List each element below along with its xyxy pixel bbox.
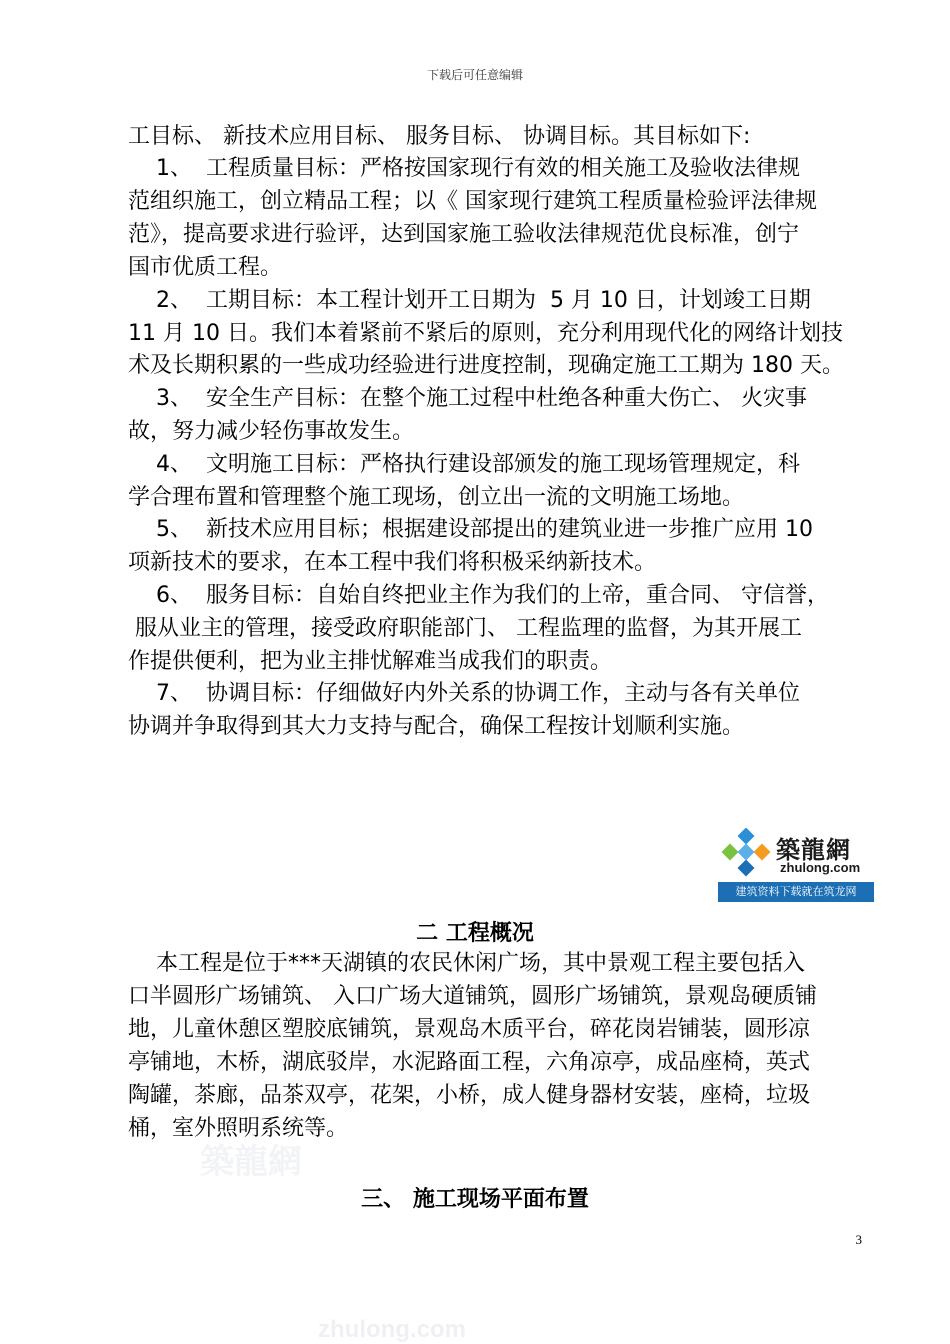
body-line: 2、 工期目标：本工程计划开工日期为 5 月 10 日，计划竣工日期 (128, 288, 811, 313)
watermark-bottom: zhulong.com (318, 1316, 466, 1343)
body-line: 11 月 10 日。我们本着紧前不紧后的原则，充分利用现代化的网络计划技 (128, 321, 843, 346)
body-line: 学合理布置和管理整个施工现场，创立出一流的文明施工场地。 (128, 485, 745, 510)
header-note: 下载后可任意编辑 (426, 68, 523, 82)
body-line: 术及长期积累的一些成功经验进行进度控制，现确定施工工期为 180 天。 (128, 353, 844, 378)
body-line: 国市优质工程。 (128, 255, 283, 280)
body-line: 4、 文明施工目标：严格执行建设部颁发的施工现场管理规定，科 (128, 452, 800, 477)
body-line: 陶罐，茶廊，品茶双亭，花架，小桥，成人健身器材安装，座椅，垃圾 (128, 1083, 811, 1108)
body-line: 3、 安全生产目标：在整个施工过程中杜绝各种重大伤亡、 火灾事 (128, 386, 807, 411)
logo-mark-icon (720, 828, 772, 880)
section3-heading: 三、 施工现场平面布置 (361, 1187, 589, 1212)
body-line: 本工程是位于***天湖镇的农民休闲广场，其中景观工程主要包括入 (128, 951, 805, 976)
body-line: 亭铺地，木桥，湖底驳岸，水泥路面工程，六角凉亭，成品座椅，英式 (128, 1050, 811, 1075)
body-line: 故，努力减少轻伤事故发生。 (128, 419, 415, 444)
zhulong-logo (718, 826, 874, 902)
body-line: 5、 新技术应用目标；根据建设部提出的建筑业进一步推广应用 10 (128, 517, 813, 542)
body-line: 服从业主的管理，接受政府职能部门、 工程监理的监督，为其开展工 (128, 616, 802, 641)
page-number: 3 (855, 1232, 862, 1247)
watermark-mid: 築龍網 (200, 1142, 302, 1182)
body-line: 1、 工程质量目标：严格按国家现行有效的相关施工及验收法律规 (128, 156, 800, 181)
body-line: 7、 协调目标：仔细做好内外关系的协调工作，主动与各有关单位 (128, 681, 800, 706)
section2-heading: 二 工程概况 (416, 921, 534, 946)
logo-name: 築龍網 (776, 836, 851, 864)
body-line: 协调并争取得到其大力支持与配合，确保工程按计划顺利实施。 (128, 714, 745, 739)
body-line: 作提供便利，把为业主排忧解难当成我们的职责。 (128, 649, 613, 674)
body-line: 工目标、 新技术应用目标、 服务目标、 协调目标。其目标如下: (128, 124, 751, 149)
body-line: 范》，提高要求进行验评，达到国家施工验收法律规范优良标准，创宁 (128, 222, 800, 247)
logo-top (718, 826, 874, 882)
logo-tagline: 建筑资料下载就在筑龙网 (718, 882, 874, 902)
body-line: 口半圆形广场铺筑、 入口广场大道铺筑，圆形广场铺筑，景观岛硬质铺 (128, 984, 817, 1009)
body-line: 范组织施工，创立精品工程；以《 国家现行建筑工程质量检验评法律规 (128, 189, 817, 214)
body-line: 地，儿童休憩区塑胶底铺筑，景观岛木质平台，碎花岗岩铺装，圆形凉 (128, 1017, 811, 1042)
body-line: 桶，室外照明系统等。 (128, 1116, 349, 1141)
logo-url: zhulong.com (780, 860, 861, 875)
body-line: 6、 服务目标：自始自终把业主作为我们的上帝，重合同、 守信誉， (128, 583, 829, 608)
body-line: 项新技术的要求，在本工程中我们将积极采纳新技术。 (128, 550, 657, 575)
